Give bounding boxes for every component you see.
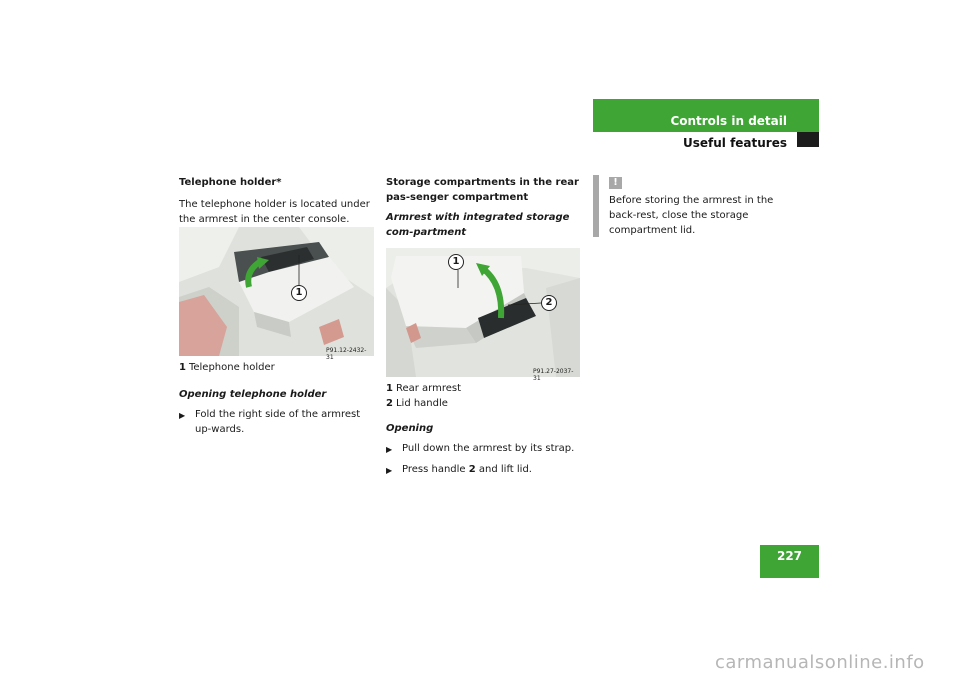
warning-icon: ! <box>609 177 622 189</box>
watermark: carmanualsonline.info <box>715 652 925 673</box>
legend-label: Lid handle <box>395 398 448 409</box>
legend-item <box>179 360 375 375</box>
callout-2-circle <box>541 295 557 311</box>
figure-rear-armrest <box>386 248 580 382</box>
step-text-pre: Press handle <box>402 464 469 475</box>
figure-code: P91.12-2432-31 <box>326 347 367 361</box>
column-middle <box>386 175 582 240</box>
step-text-post: and lift lid. <box>475 464 532 475</box>
telephone-holder-illustration <box>179 227 374 356</box>
column-middle-lower <box>386 381 582 478</box>
step-text: Pull down the armrest by its strap. <box>402 443 575 454</box>
note-text: Before storing the armrest in the back-rest, close the storage compartment lid. <box>609 195 774 236</box>
page-number: 227 <box>776 549 803 563</box>
callout-1-circle <box>291 285 307 301</box>
subheading-armrest: Armrest with integrated storage com-partment <box>386 212 570 238</box>
legend-num: 1 <box>386 383 393 394</box>
heading-telephone-holder: Telephone holder* <box>179 177 282 188</box>
column-left-lower <box>179 360 375 437</box>
step-text: Fold the right side of the armrest up-wards. <box>195 409 361 435</box>
legend-label: Telephone holder <box>188 362 275 373</box>
heading-storage-compartments: Storage compartments in the rear pas-senger compartment <box>386 177 579 203</box>
subheading-opening-telephone-holder: Opening telephone holder <box>179 389 327 400</box>
figure-telephone-holder <box>179 227 374 361</box>
bullet-arrow-icon: ▶ <box>179 411 186 420</box>
note-side-bar <box>593 175 599 237</box>
legend-num: 1 <box>179 362 186 373</box>
step-text <box>402 462 532 478</box>
callout-2-label: 2 <box>545 297 553 308</box>
step-handle-ref: 2 <box>468 464 476 475</box>
subheading-opening: Opening <box>386 423 434 434</box>
header-dark-tab <box>797 132 819 147</box>
figure-code: P91.27-2037-31 <box>533 368 574 382</box>
subsection-title: Useful features <box>682 136 787 150</box>
section-title: Controls in detail <box>670 114 787 128</box>
page-number-block <box>760 545 819 578</box>
callout-1-circle <box>448 254 464 270</box>
callout-1-label: 1 <box>452 256 460 267</box>
callout-1-label: 1 <box>295 287 303 298</box>
instruction-step <box>386 462 582 478</box>
rear-armrest-illustration <box>386 248 580 377</box>
instruction-step <box>179 407 375 437</box>
legend-item <box>386 381 582 396</box>
bullet-arrow-icon: ▶ <box>386 445 393 454</box>
legend-label: Rear armrest <box>395 383 462 394</box>
legend-num: 2 <box>386 398 393 409</box>
intro-paragraph: The telephone holder is located under the armrest in the center console. <box>179 199 370 225</box>
instruction-step <box>386 441 582 457</box>
legend-item <box>386 396 582 411</box>
column-left <box>179 175 375 227</box>
bullet-arrow-icon: ▶ <box>386 466 393 475</box>
